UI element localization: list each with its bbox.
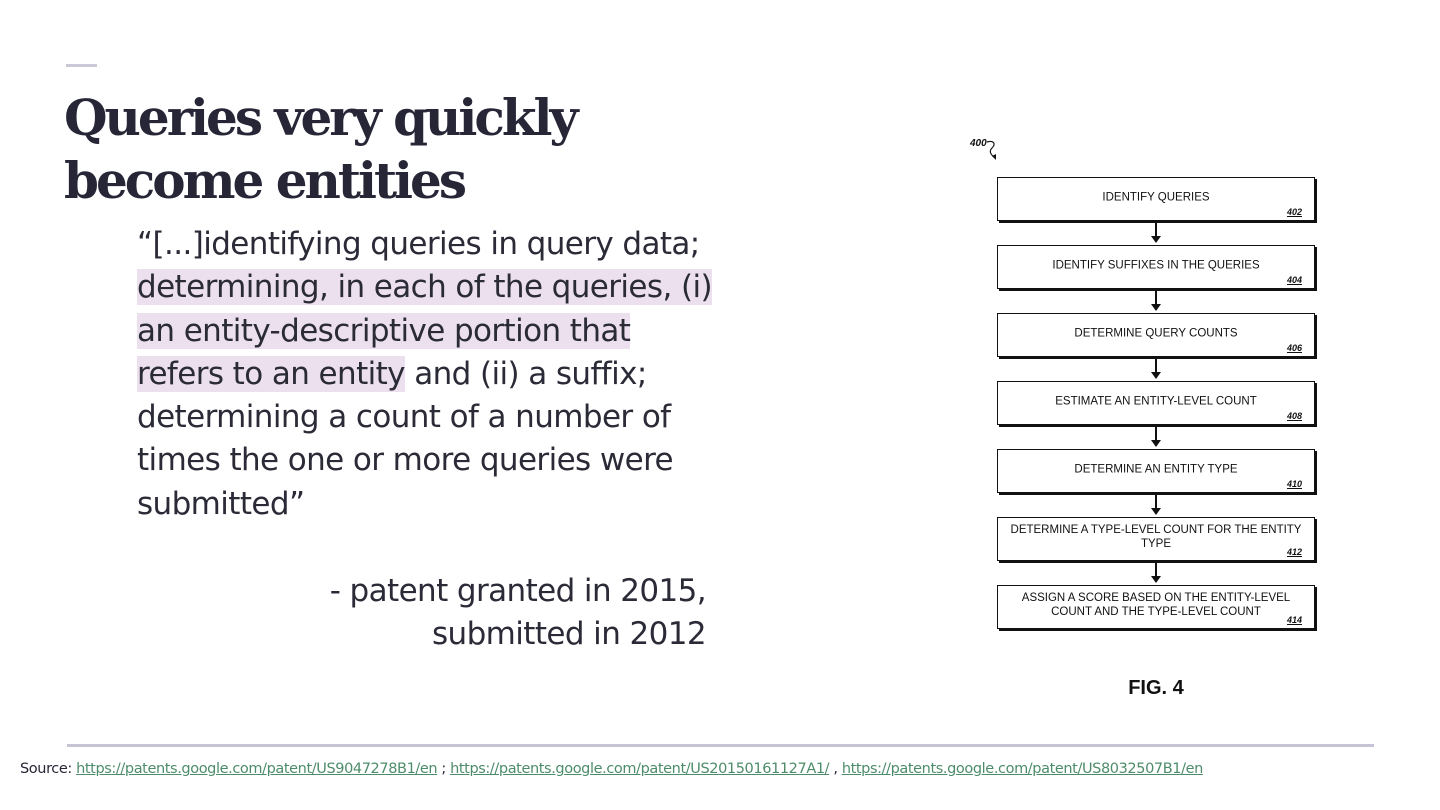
flowchart-step-number: 408 [1286, 411, 1302, 421]
quote-text-start: “[...]identifying queries in query data; [137, 226, 700, 262]
flowchart-step-number: 404 [1286, 275, 1302, 285]
attribution-line-2: submitted in 2012 [431, 616, 706, 652]
flowchart-arrow [1155, 426, 1157, 441]
patent-quote [137, 223, 712, 526]
flowchart-step-label: DETERMINE QUERY COUNTS [1074, 327, 1238, 340]
flowchart-step-box [997, 449, 1315, 493]
flowchart-step-label: IDENTIFY QUERIES [1102, 191, 1210, 204]
source-separator-1: ; [437, 761, 451, 777]
flowchart-step-box [997, 313, 1315, 357]
footer-divider [67, 744, 1374, 747]
flowchart-arrow [1155, 494, 1157, 509]
flowchart-step-number: 402 [1286, 207, 1302, 217]
source-link-3[interactable]: https://patents.google.com/patent/US8032507B1/en [841, 761, 1203, 777]
source-link-1[interactable]: https://patents.google.com/patent/US9047278B1/en [76, 761, 438, 777]
source-separator-2: , [829, 761, 842, 777]
flowchart-arrow [1155, 358, 1157, 373]
source-label: Source: [20, 761, 72, 777]
flowchart-arrow [1155, 562, 1157, 577]
flowchart-step-number: 406 [1286, 343, 1302, 353]
flowchart-step-box [997, 177, 1315, 221]
figure-reference-number: 400 [970, 138, 987, 149]
quote-highlight: determining, in each of the queries, (i) an entity-descriptive portion that refers to an entity [137, 269, 712, 392]
flowchart-step-number: 412 [1286, 547, 1302, 557]
flowchart-step-label: IDENTIFY SUFFIXES IN THE QUERIES [1052, 259, 1260, 272]
flowchart-step-number: 410 [1286, 479, 1302, 489]
flowchart-step-label: ESTIMATE AN ENTITY-LEVEL COUNT [1055, 395, 1257, 408]
flowchart-arrow [1155, 290, 1157, 305]
quote-attribution [330, 570, 706, 656]
quote-text-end: and (ii) a suffix; determining a count of a number of times the one or more queries were submitted” [137, 355, 674, 522]
flowchart-step-box [997, 381, 1315, 425]
flowchart-step-box [997, 245, 1315, 289]
flowchart-step-label: DETERMINE A TYPE-LEVEL COUNT FOR THE ENTITY TYPE [1010, 523, 1302, 550]
flowchart-step-box [997, 517, 1315, 561]
figure-caption: FIG. 4 [1128, 677, 1184, 699]
reference-hook-arrow-icon [986, 138, 1000, 164]
source-link-2[interactable]: https://patents.google.com/patent/US20150161127A1/ [450, 761, 830, 777]
slide-title-line-2: become entities [64, 151, 464, 210]
flowchart-step-label: DETERMINE AN ENTITY TYPE [1074, 463, 1238, 476]
slide-title [64, 86, 684, 212]
title-accent-bar [66, 64, 97, 67]
attribution-line-1: - patent granted in 2015, [329, 573, 706, 609]
flowchart-step-box [997, 585, 1315, 629]
flowchart-step-number: 414 [1286, 615, 1302, 625]
slide-title-line-1: Queries very quickly [64, 88, 576, 147]
flowchart-arrow [1155, 222, 1157, 237]
flowchart-step-label: ASSIGN A SCORE BASED ON THE ENTITY-LEVEL COUNT AND THE TYPE-LEVEL COUNT [1021, 591, 1291, 618]
patent-flowchart-figure [960, 130, 1340, 710]
source-footer [20, 761, 1203, 777]
